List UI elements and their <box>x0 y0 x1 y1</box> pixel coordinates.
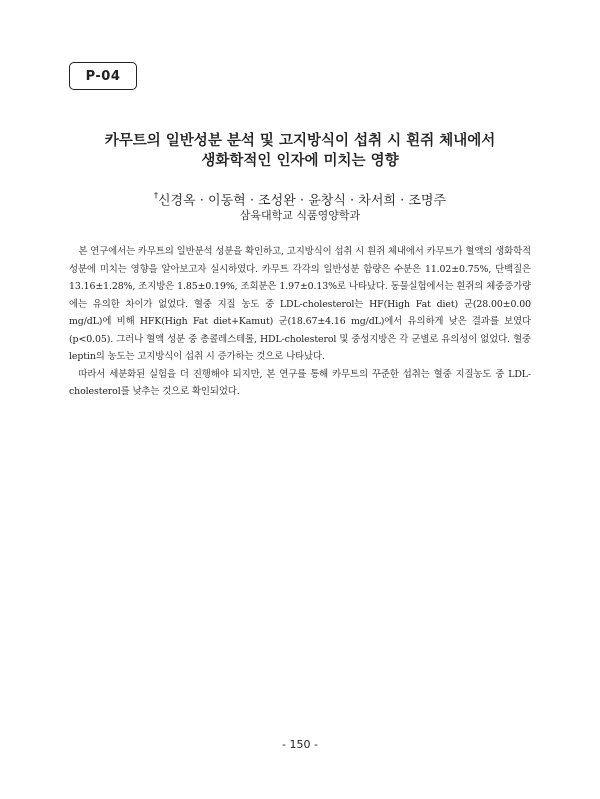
poster-number-badge: P-04 <box>69 62 137 90</box>
author-list <box>0 188 600 210</box>
title-line-1: 카무트의 일반성분 분석 및 고지방식이 섭취 시 흰쥐 체내에서 <box>104 133 496 149</box>
author-names: 신경옥 · 이동혁 · 조성완 · 윤창식 · 차서희 · 조명주 <box>157 193 447 209</box>
corresponding-author-marker: † <box>153 191 158 200</box>
abstract-paragraph-1: 본 연구에서는 카무트의 일반분석 성분을 확인하고, 고지방식이 섭취 시 흰쥐 체내에서 카무트가 혈액의 생화학적 성분에 미치는 영향을 알아보고자 실시하였다. 카무트 각각의 일반성분 함량은 수분은 11.02±0.75%, 단백질은 13.16±1.28%, 조지방은 1.85±0.19%, 조회분은 1.97±0.13%로 나타났다. 동물실험에서는 흰쥐의 체중증가량에는 유의한 차이가 없었다. 혈중 지질 농도 중 LDL-cholesterol는 HF(High Fat diet) 군(28.00±0.00 mg/dL)에 비해 HFK(High Fat diet+Kamut) 군(18.67±4.16 mg/dL)에서 유의하게 낮은 결과를 보였다(p<0.05). 그러나 혈액 성분 중 총콜레스테롤, HDL-cholesterol 및 중성지방은 각 군별로 유의성이 없었다. 혈중 leptin의 농도는 고지방식이 섭취 시 증가하는 것으로 나타났다. <box>69 246 531 362</box>
affiliation: 삼육대학교 식품영양학과 <box>239 209 361 222</box>
title-line-2: 생화학적인 인자에 미치는 영향 <box>201 153 399 169</box>
abstract-body <box>69 243 531 401</box>
abstract-paragraph-2: 따라서 세분화된 실험을 더 진행해야 되지만, 본 연구를 통해 카무트의 꾸준한 섭취는 혈중 지질농도 중 LDL-cholesterol를 낮추는 것으로 확인되었다. <box>69 368 531 397</box>
page-number: - 150 - <box>282 738 318 751</box>
